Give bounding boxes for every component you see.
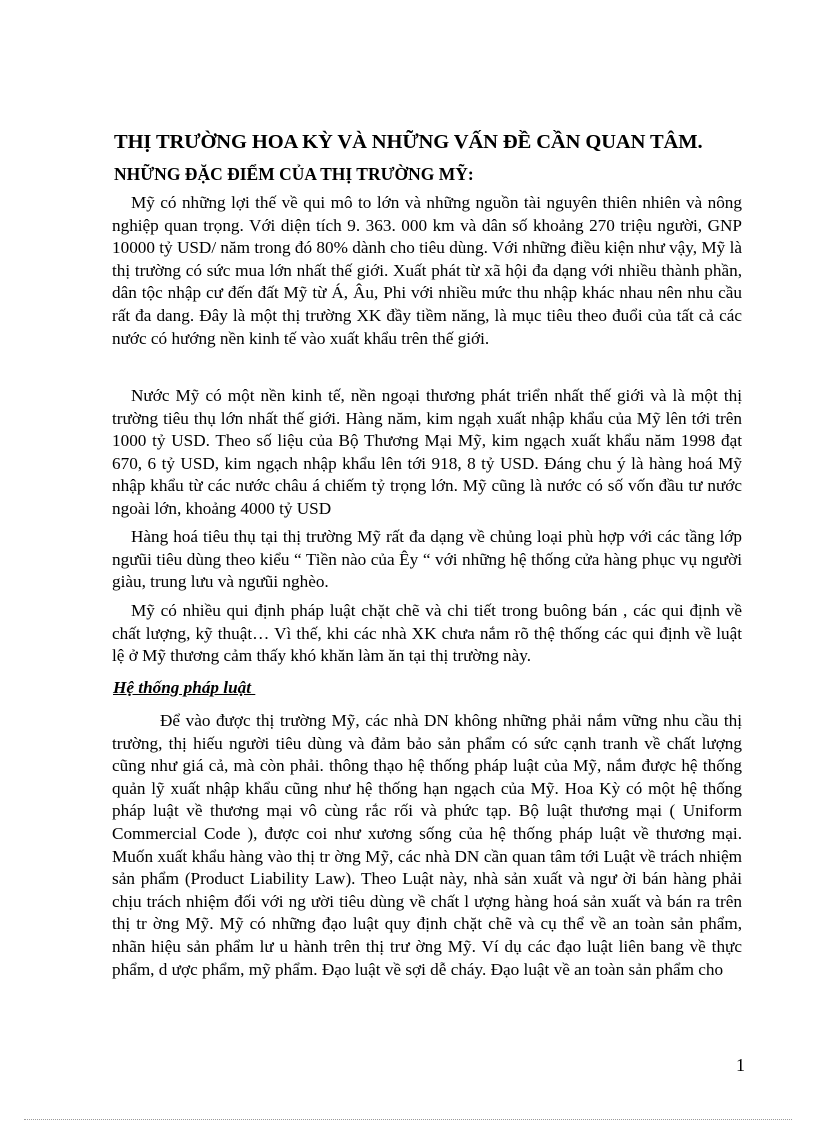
subheading-underline-trail xyxy=(251,678,279,698)
paragraph: Nước Mỹ có một nền kinh tế, nền ngoại thương phát triển nhất thế giới và là một thị trường tiêu thụ lớn nhất thế giới. Hàng năm, kim ngạh xuất nhập khẩu của Mỹ lên tới trên 1000 tỷ USD. Theo số liệu của Bộ Thương Mại Mỹ, kim ngạch xuất khẩu năm 1998 đạt 670, 6 tỷ USD, kim ngạch nhập khẩu lên tới 918, 8 tỷ USD. Đáng chu ý là hàng hoá Mỹ nhập khẩu từ các nước châu á chiếm tỷ trọng lớn. Mỹ cũng là nước có số vốn đầu tư nước ngoài lớn, khoảng 4000 tỷ USD xyxy=(112,386,742,518)
paragraph: Để vào được thị trường Mỹ, các nhà DN không những phải nắm vững nhu cầu thị trường, thị hiếu người tiêu dùng và đảm bảo sản phẩm có sức cạnh tranh về chất lượng cũng như giá cả, mà còn phải. thông thạo hệ thống pháp luật của Mỹ, nắm được hệ thống quản lỹ xuất nhập khẩu cũng như hệ thống hạn ngạch của Mỹ. Hoa Kỳ có một hệ thống pháp luật về thương mại vô cùng rắc rối và phức tạp. Bộ luật thương mại ( Uniform Commercial Code ), được coi như xương sống của hệ thống pháp luật về thương mại. Muốn xuất khẩu hàng vào thị tr ờng Mỹ, các nhà DN cần quan tâm tới Luật về trách nhiệm sản phẩm (Product Liability Law). Theo Luật này, nhà sản xuất và ngư ời bán hàng phải chịu trách nhiệm đối với ng ười tiêu dùng về chất l ượng hàng hoá sản xuất và bán ra trên thị tr ờng Mỹ. Mỹ có những đạo luật quy định chặt chẽ và cụ thể về an toàn sản phẩm, nhãn hiệu sản phẩm lư u hành trên thị trư ờng Mỹ. Ví dụ các đạo luật liên bang về thực phẩm, d ược phẩm, mỹ phẩm. Đạo luật về sợi dễ cháy. Đạo luật về an toàn sản phẩm cho xyxy=(112,711,742,979)
page-number: 1 xyxy=(736,1055,745,1075)
paragraph: Mỹ có nhiều qui định pháp luật chặt chẽ và chi tiết trong buông bán , các qui định về chất lượng, kỹ thuật… Vì thế, khi các nhà XK chưa nắm rõ thệ thống các qui định về luật lệ ở Mỹ thương cảm thấy khó khăn làm ăn tại thị trường này. xyxy=(112,601,742,666)
section-heading: NHỮNG ĐẶC ĐIỂM CỦA THỊ TRƯỜNG MỸ: xyxy=(114,164,474,184)
footer-divider xyxy=(24,1119,792,1120)
paragraph: Mỹ có những lợi thế về qui mô to lớn và những nguồn tài nguyên thiên nhiên và nông nghiệp quan trọng. Với diện tích 9. 363. 000 km và dân số khoảng 270 triệu người, GNP 10000 tỷ USD/ năm trong đó 80% dành cho tiêu dùng. Với những điều kiện như vậy, Mỹ là thị trường có sức mua lớn nhất thế giới. Xuất phát từ xã hội đa dạng với nhiều thành phần, dân tộc nhập cư đến đất Mỹ từ Á, Âu, Phi với nhiều mức thu nhập khác nhau nên nhu cầu rất đa dang. Đây là một thị trường XK đầy tiềm năng, là mục tiêu theo đuổi của tất cả các nước có hướng nền kinh tế vào xuất khẩu trên thế giới. xyxy=(112,193,742,348)
subheading-legal-system xyxy=(113,678,279,698)
subheading-text: Hệ thống pháp luật xyxy=(113,678,252,697)
paragraph: Hàng hoá tiêu thụ tại thị trường Mỹ rất đa dạng về chủng loại phù hợp với các tầng lớp ngưũi tiêu dùng theo kiểu “ Tiền nào của Êy “ với những hệ thống cửa hàng phục vụ người giàu, trung lưu và ngưũi nghèo. xyxy=(112,527,742,592)
document-title: THỊ TRƯỜNG HOA KỲ VÀ NHỮNG VẤN ĐỀ CẦN QUAN TÂM. xyxy=(114,131,703,153)
